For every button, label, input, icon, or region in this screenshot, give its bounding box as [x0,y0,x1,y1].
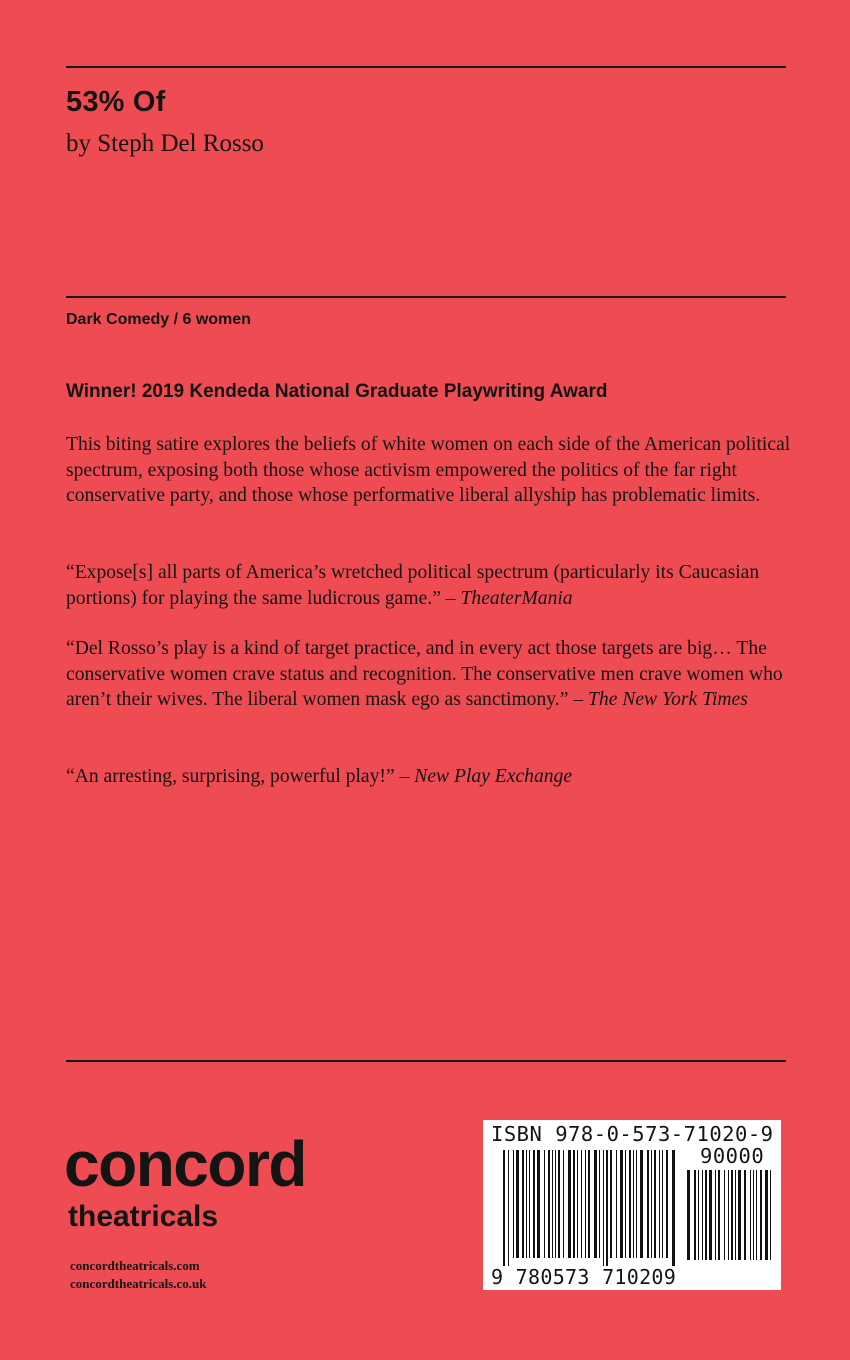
review-quote-2 [66,636,791,713]
barcode-bar [765,1170,768,1260]
genre-line: Dark Comedy / 6 women [66,311,251,328]
barcode-bar [555,1150,556,1258]
barcode-bar [577,1150,578,1258]
barcode-bar [753,1170,754,1260]
barcode-bar [599,1150,600,1258]
isbn-label: ISBN 978-0-573-71020-9 [491,1122,774,1146]
barcode-bar [513,1150,514,1258]
barcode-bar [544,1150,545,1258]
blurb-paragraph: This biting satire explores the beliefs of white women on each side of the American political spectrum, exposing both those whose activism empowered the politics of the far right conservative party, and those whose performative liberal allyship has problematic limits. [66,434,791,506]
top-rule [66,66,786,68]
isbn-barcode [483,1120,781,1290]
barcode-bar [735,1170,736,1260]
price-addon: 90000 [700,1144,765,1168]
quote-text: “Expose[s] all parts of America’s wretched political spectrum (particularly its Caucasian portions) for playing the same ludicrous game.” – [66,562,760,609]
barcode-bar [522,1150,524,1258]
barcode-bar [526,1150,527,1258]
quote-text: “Del Rosso’s play is a kind of target practice, and in every act those targets are big… The conservative women crave status and recognition. The conservative men crave women who aren’t their wives. The liberal women mask ego as sanctimony.” – [66,638,783,710]
barcode-bar [709,1170,712,1260]
barcode-bar [606,1150,608,1266]
barcode-bar [651,1150,652,1258]
barcode-bar [563,1150,564,1258]
publisher-url-uk[interactable]: concordtheatricals.co.uk [70,1276,207,1291]
publisher-url-us[interactable]: concordtheatricals.com [70,1258,200,1273]
barcode-bar [625,1150,626,1258]
barcode-bar [744,1170,746,1260]
barcode-bar [568,1150,571,1258]
barcode-bar [633,1150,634,1258]
barcode-bar [654,1150,656,1258]
barcode-bar [636,1150,637,1258]
barcode-bar [647,1150,649,1258]
barcode-bar [594,1150,597,1258]
play-title: 53% Of [66,86,166,118]
publisher-logo-concord: concord [64,1128,306,1200]
barcode-bar [516,1150,519,1258]
barcode-digits: 9 780573 710209 [491,1265,677,1289]
barcode-bar [620,1150,623,1258]
barcode-bar [603,1150,604,1266]
barcode-bar [529,1150,530,1258]
bottom-rule [66,1060,786,1062]
barcode-bar [585,1150,586,1258]
barcode-bar [552,1150,553,1258]
barcode-bar [756,1170,757,1260]
barcode-bar [760,1170,762,1260]
barcode-bar [537,1150,540,1258]
barcode-bar [573,1150,575,1258]
barcode-bar [548,1150,550,1258]
barcode-bar [508,1150,509,1266]
barcode-bar [581,1150,582,1258]
quote-text: “An arresting, surprising, powerful play!” – [66,766,415,787]
quote-source: TheaterMania [460,587,573,609]
review-quote-1 [66,560,791,611]
barcode-bar [728,1170,729,1260]
barcode-bar [750,1170,751,1260]
middle-rule [66,296,786,298]
barcode-bar [698,1170,699,1260]
barcode-bar [610,1150,612,1258]
award-line: Winner! 2019 Kendeda National Graduate Playwriting Award [66,381,608,402]
barcode-bar [694,1170,696,1260]
author-line: by Steph Del Rosso [66,130,264,157]
barcode-bar [659,1150,660,1258]
barcode-bar [666,1150,668,1258]
barcode-bar [503,1150,505,1266]
barcode-bar [738,1170,741,1260]
barcode-bar [533,1150,535,1258]
barcode-bar [724,1170,725,1260]
barcode-bar [672,1150,675,1266]
barcode-bar [705,1170,707,1260]
barcode-bar [770,1170,771,1260]
barcode-bar [718,1170,720,1260]
barcode-bar [616,1150,617,1258]
quote-source: The New York Times [588,689,748,710]
barcode-bar [588,1150,590,1258]
barcode-bar [629,1150,631,1258]
barcode-bar [715,1170,716,1260]
barcode-bar [731,1170,733,1260]
barcode-bar [687,1170,690,1260]
barcode-bar [662,1150,663,1258]
publisher-logo-theatricals: theatricals [68,1200,219,1233]
review-quote-3 [66,764,791,790]
barcode-bar [702,1170,703,1260]
barcode-bar [558,1150,560,1258]
quote-source: New Play Exchange [414,766,573,787]
barcode-bar [640,1150,643,1258]
